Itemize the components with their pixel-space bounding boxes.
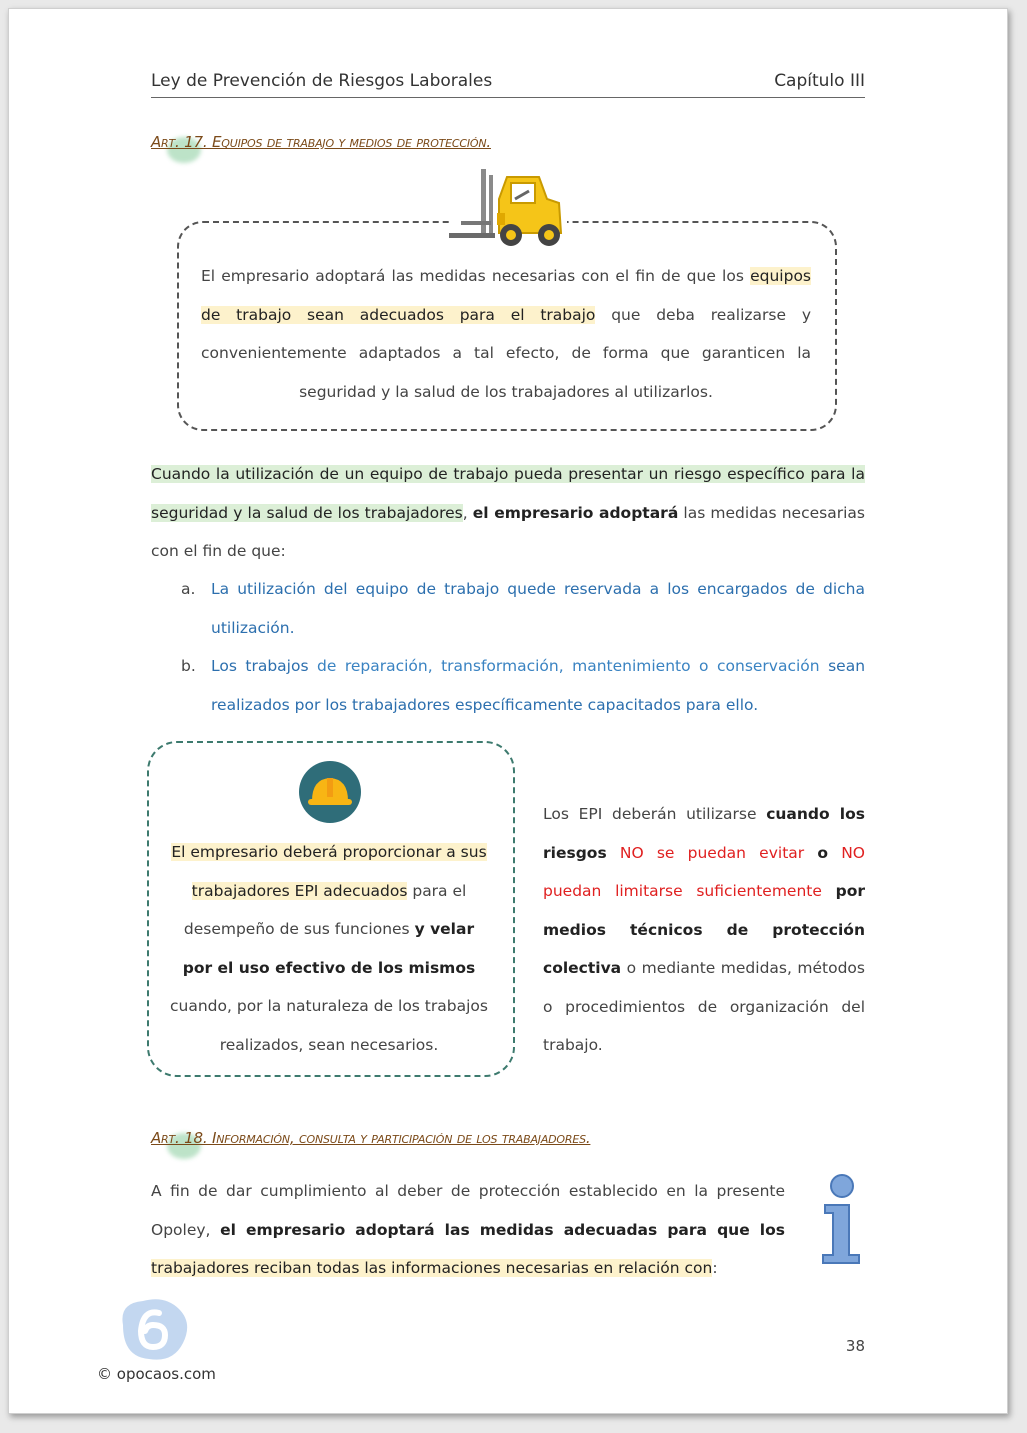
epi-usage-space	[822, 882, 836, 900]
list-marker: b.	[181, 657, 196, 675]
footer-copyright: © opocaos.com	[97, 1365, 216, 1383]
info-text-part: A fin de dar cumplimiento al deber de protección establecido en la presente Opoley,	[151, 1182, 785, 1239]
header-title: Ley de Prevención de Riesgos Laborales	[151, 71, 493, 91]
epi-text-part: para el desempeño de sus funciones	[183, 881, 467, 938]
document-page	[8, 8, 1008, 1414]
list-item-text: La utilización del equipo de trabajo quede reservada a los encargados de dicha utilización.	[211, 580, 865, 637]
list-text-part: sean realizados por los trabajadores específicamente capacitados para ello.	[211, 657, 866, 714]
list-item-text	[211, 647, 865, 724]
forklift-icon	[449, 169, 567, 249]
epi-text-part: cuando, por la naturaleza de los trabajos realizados, sean necesarios.	[170, 997, 488, 1054]
epi-usage-red: NO puedan limitarse suficientemente	[543, 843, 865, 900]
epi-usage-space	[804, 844, 817, 862]
equipment-box-text	[201, 257, 811, 411]
epi-usage-text	[543, 795, 865, 1065]
epi-usage-space	[828, 844, 841, 862]
art17-title: Art. 17. Equipos de trabajo y medios de protección.	[151, 133, 491, 151]
epi-box-text	[167, 833, 491, 1064]
risk-highlight: Cuando la utilización de un equipo de trabajo pueda presentar un riesgo específico para la seguridad y la salud de los trabajadores	[151, 465, 865, 522]
epi-bold: y velar por el uso efectivo de los mismos	[182, 920, 476, 977]
risk-paragraph	[151, 455, 865, 571]
epi-usage-red: NO se puedan evitar	[619, 843, 805, 862]
list-marker: a.	[181, 580, 196, 598]
epi-usage-bold: por medios técnicos de protección colectiva	[543, 882, 865, 977]
equipment-highlight: equipos de trabajo sean adecuados para el trabajo	[201, 267, 811, 324]
equipment-text-part: El empresario adoptará las medidas necesarias con el fin de que los	[201, 267, 751, 285]
info-end: :	[712, 1259, 718, 1277]
risk-rest: las medidas necesarias con el fin de que:	[151, 503, 865, 560]
epi-usage-part: o mediante medidas, métodos o procedimientos de organización del trabajo.	[543, 959, 865, 1054]
info-highlight: trabajadores reciban todas las informaciones necesarias en relación con	[151, 1259, 713, 1277]
info-paragraph	[151, 1172, 785, 1288]
helmet-icon	[299, 761, 361, 823]
logo-icon	[113, 1295, 193, 1365]
page-number: 38	[845, 1337, 865, 1355]
equipment-text-part: que deba realizarse y convenientemente adaptados a tal efecto, de forma que garanticen la seguridad y la salud de los trabajadores al utilizarlos.	[201, 305, 811, 401]
info-icon	[817, 1173, 865, 1265]
info-bold: el empresario adoptará las medidas adecuadas para que los	[220, 1220, 785, 1239]
epi-highlight: El empresario deberá proporcionar a sus trabajadores EPI adecuados	[171, 843, 487, 900]
epi-usage-space	[607, 844, 620, 862]
risk-separator: ,	[462, 503, 473, 522]
epi-usage-part: Los EPI deberán utilizarse	[543, 805, 767, 823]
header-divider	[151, 97, 865, 98]
list-item	[151, 647, 865, 724]
epi-usage-bold: cuando los riesgos	[543, 805, 865, 862]
header-chapter: Capítulo III	[774, 71, 865, 91]
epi-usage-bold: o	[817, 843, 828, 862]
list-item	[151, 570, 865, 647]
list-text-part: de reparación, transformación, mantenimiento o conservación	[308, 657, 829, 675]
risk-bold: el empresario adoptará	[472, 503, 679, 522]
art18-title: Art. 18. Información, consulta y participación de los trabajadores.	[151, 1129, 591, 1147]
list-text-part: Los trabajos	[211, 657, 309, 675]
